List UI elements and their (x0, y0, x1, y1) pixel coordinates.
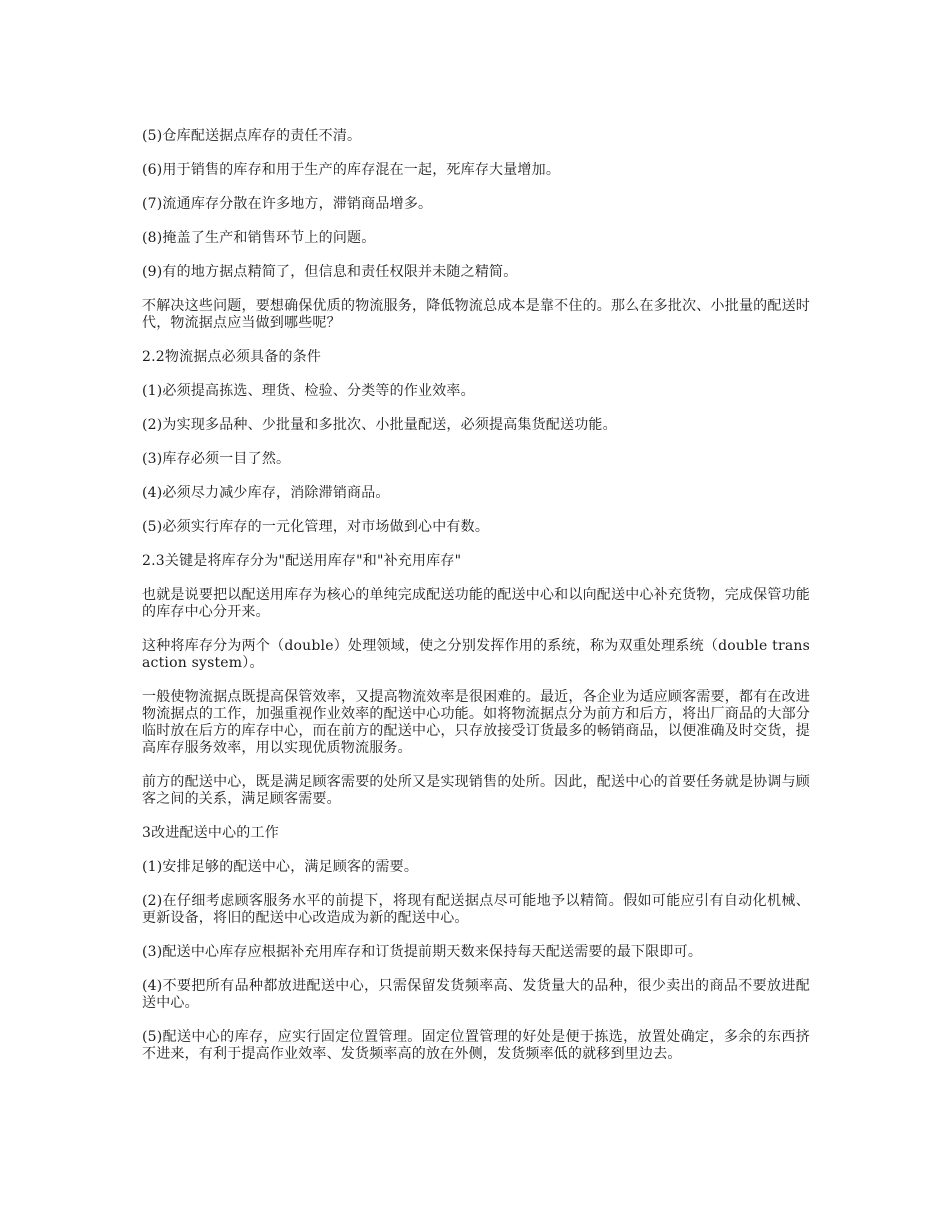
list-item-4: (4)不要把所有品种都放进配送中心，只需保留发货频率高、发货量大的品种，很少卖出的商品不要放进配送中心。 (142, 978, 810, 1011)
list-item-3: (3)配送中心库存应根据补充用库存和订货提前期天数来保持每天配送需要的最下限即可。 (142, 944, 703, 960)
section-heading-2-2: 2.2物流据点必须具备的条件 (142, 349, 322, 365)
body-paragraph: 前方的配送中心，既是满足顾客需要的处所又是实现销售的处所。因此，配送中心的首要任务就是协调与顾客之间的关系，满足顾客需要。 (142, 774, 810, 807)
section-heading-3: 3改进配送中心的工作 (142, 825, 279, 841)
list-item-5: (5)配送中心的库存，应实行固定位置管理。固定位置管理的好处是便于拣选，放置处确定，多余的东西挤不进来，有利于提高作业效率、发货频率高的放在外侧，发货频率低的就移到里边去。 (142, 1029, 810, 1062)
document-body (142, 128, 810, 1080)
list-item-2: (2)为实现多品种、少批量和多批次、小批量配送，必须提高集货配送功能。 (142, 417, 617, 433)
list-item-5-responsibility: (5)仓库配送据点库存的责任不清。 (142, 128, 362, 144)
list-item-1: (1)必须提高拣选、理货、检验、分类等的作业效率。 (142, 383, 475, 399)
list-item-4: (4)必须尽力减少库存，消除滞销商品。 (142, 485, 390, 501)
section-heading-2-3: 2.3关键是将库存分为"配送用库存"和"补充用库存" (142, 553, 462, 569)
list-item-8-hidden-problems: (8)掩盖了生产和销售环节上的问题。 (142, 230, 376, 246)
list-item-5: (5)必须实行库存的一元化管理，对市场做到心中有数。 (142, 519, 490, 535)
body-paragraph: 这种将库存分为两个（double）处理领域，使之分别发挥作用的系统，称为双重处理系统（double transaction system）。 (142, 638, 810, 671)
list-item-1: (1)安排足够的配送中心，满足顾客的需要。 (142, 859, 419, 875)
list-item-3: (3)库存必须一目了然。 (142, 451, 291, 467)
list-item-7-scattered-inventory: (7)流通库存分散在许多地方，滞销商品增多。 (142, 196, 433, 212)
body-paragraph: 不解决这些问题，要想确保优质的物流服务，降低物流总成本是靠不住的。那么在多批次、小批量的配送时代，物流据点应当做到哪些呢？ (142, 298, 810, 331)
body-paragraph: 一般使物流据点既提高保管效率，又提高物流效率是很困难的。最近，各企业为适应顾客需要，都有在改进物流据点的工作，加强重视作业效率的配送中心功能。如将物流据点分为前方和后方，将出厂商品的大部分临时放在后方的库存中心，而在前方的配送中心，只存放接受订货最多的畅销商品，以便准确及时交货，提高库存服务效率，用以实现优质物流服务。 (142, 689, 810, 756)
body-paragraph: 也就是说要把以配送用库存为核心的单纯完成配送功能的配送中心和以向配送中心补充货物，完成保管功能的库存中心分开来。 (142, 587, 810, 620)
list-item-2: (2)在仔细考虑顾客服务水平的前提下，将现有配送据点尽可能地予以精简。假如可能应引有自动化机械、更新设备，将旧的配送中心改造成为新的配送中心。 (142, 893, 810, 926)
list-item-9-simplified-sites: (9)有的地方据点精简了，但信息和责任权限并未随之精简。 (142, 264, 518, 280)
list-item-6-mixed-inventory: (6)用于销售的库存和用于生产的库存混在一起，死库存大量增加。 (142, 162, 561, 178)
